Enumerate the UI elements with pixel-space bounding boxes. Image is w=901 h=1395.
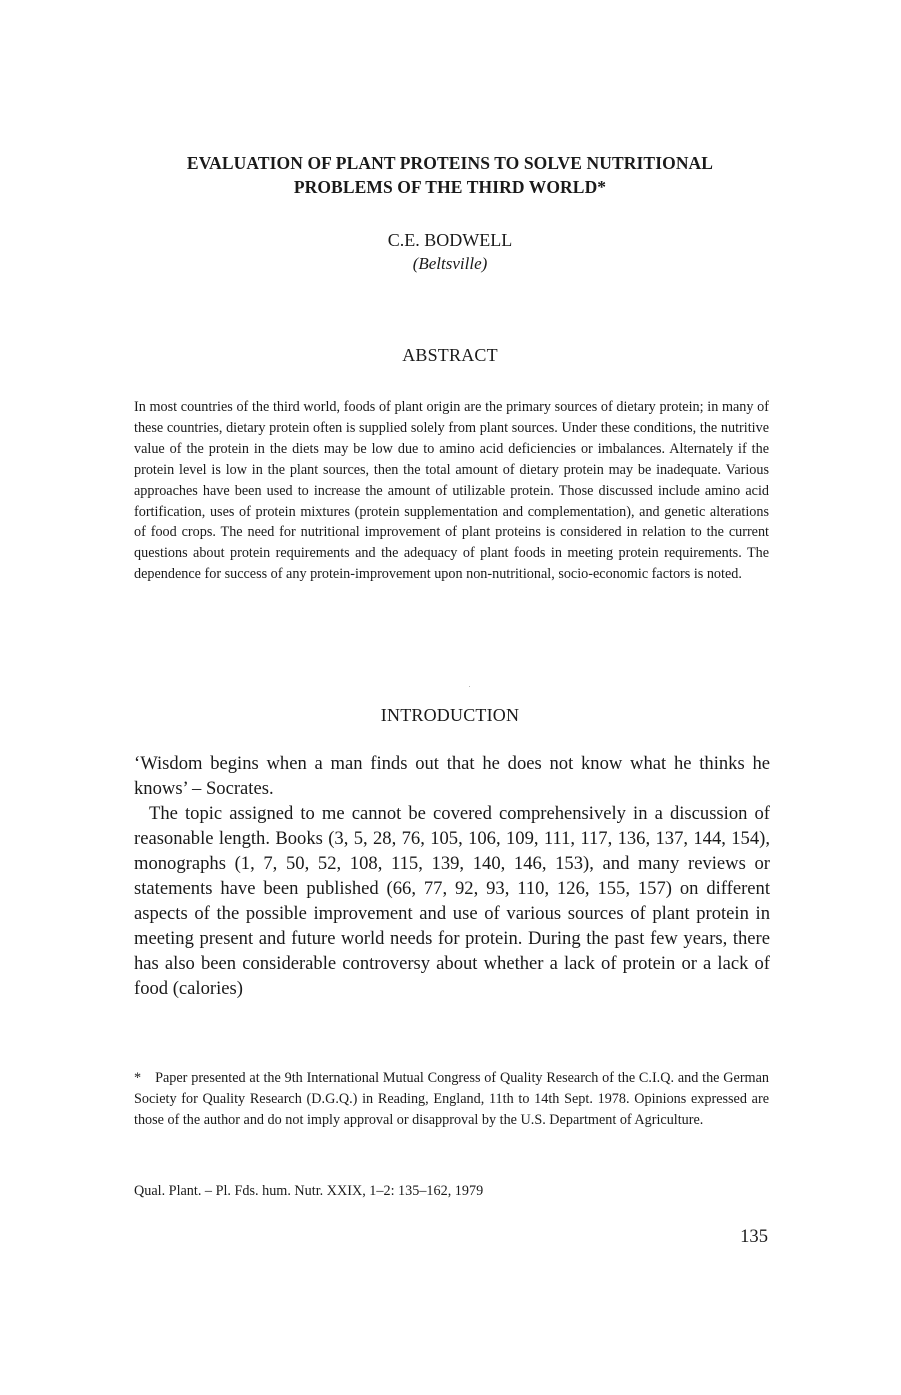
footnote (134, 1068, 769, 1131)
print-speck (469, 686, 470, 687)
footnote-marker: * (134, 1070, 142, 1086)
paper-title-line-1: EVALUATION OF PLANT PROTEINS TO SOLVE NUTRITIONAL (186, 153, 714, 173)
author-name: C.E. BODWELL (387, 230, 513, 250)
journal-citation: Qual. Plant. – Pl. Fds. hum. Nutr. XXIX, 1–2: 135–162, 1979 (134, 1183, 484, 1199)
footnote-paragraph (134, 1068, 769, 1131)
abstract-heading: ABSTRACT (402, 345, 498, 365)
page-number: 135 (740, 1226, 768, 1247)
introduction-paragraph: The topic assigned to me cannot be covered comprehensively in a discussion of reasonable length. Books (3, 5, 28, 76, 105, 106, 109, 111, 117, 136, 137, 144, 154), monographs (1, 7, 50, 52, 108, 115, 139, 140, 146, 153), and many reviews or statements have been published (66, 77, 92, 93, 110, 126, 155, 157) on different aspects of the possible improvement and use of various sources of plant protein in meeting present and future world needs for protein. During the past few years, there has also been considerable controversy about whether a lack of protein or a lack of food (calories) (134, 803, 770, 999)
footnote-text: Paper presented at the 9th International Mutual Congress of Quality Research of the C.I.Q. and the German Society for Quality Research (D.G.Q.) in Reading, England, 11th to 14th Sept. 1978. Opinions expressed are those of the author and do not imply approval or disapproval by the U.S. Department of Agriculture. (134, 1070, 769, 1128)
introduction-body (134, 751, 770, 1001)
abstract-text: In most countries of the third world, foods of plant origin are the primary sources of dietary protein; in many of these countries, dietary protein often is supplied solely from plant sources. Under these conditions, the nutritive value of the protein in the diets may be low due to amino acid deficiencies or imbalances. Alternately if the protein level is low in the plant sources, then the total amount of dietary protein may be inadequate. Various approaches have been used to increase the amount of utilizable protein. Those discussed include amino acid fortification, uses of protein mixtures (protein supplementation and complementation), and genetic alterations of food crops. The need for nutritional improvement of plant proteins is considered in relation to the current questions about protein requirements and the adequacy of plant foods in meeting protein requirements. The dependence for success of any protein-improvement upon non-nutritional, socio-economic factors is noted. (134, 399, 769, 583)
socrates-quote: ‘Wisdom begins when a man finds out that he does not know what he thinks he knows’ – Socrates. (134, 753, 770, 799)
abstract-body (134, 397, 769, 585)
paper-title (130, 151, 770, 199)
introduction-heading: INTRODUCTION (380, 705, 520, 725)
paper-title-line-2: PROBLEMS OF THE THIRD WORLD* (293, 177, 607, 197)
author-affiliation: (Beltsville) (412, 254, 488, 273)
